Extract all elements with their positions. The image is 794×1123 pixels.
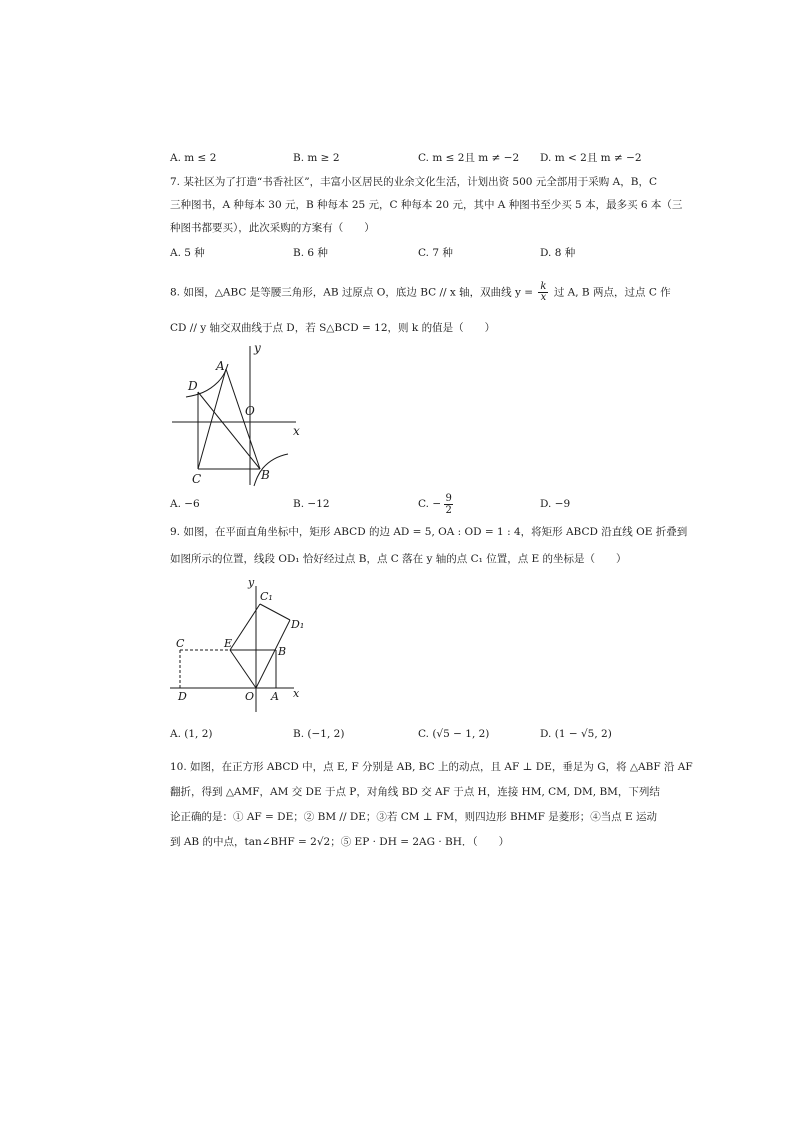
q8-segment-ac xyxy=(198,369,226,469)
q8-text-line-1 xyxy=(170,282,671,303)
q8-option-c-num: 9 xyxy=(445,492,452,504)
q7-text-line-1: 7. 某社区为了打造“书香社区”，丰富小区居民的业余文化生活，计划出资 500 元全部用于采购 A，B，C xyxy=(170,176,657,188)
q8-label-y: y xyxy=(254,341,261,355)
q8-option-c-label: C. − xyxy=(418,498,442,510)
q10-text-line-1: 10. 如图，在正方形 ABCD 中，点 E, F 分别是 AB, BC 上的动点，且 AF ⊥ DE，垂足为 G，将 △ABF 沿 AF xyxy=(170,761,693,773)
q9-option-d[interactable]: D. (1 − √5, 2) xyxy=(540,728,612,740)
q9-option-b[interactable]: B. (−1, 2) xyxy=(293,728,345,740)
q8-option-c[interactable] xyxy=(418,491,453,517)
q8-segment-ab xyxy=(226,369,260,469)
q9-label-b: B xyxy=(278,645,287,658)
q9-text-line-1: 9. 如图，在平面直角坐标中，矩形 ABCD 的边 AD = 5, OA : OD = 1 : 4，将矩形 ABCD 沿直线 OE 折叠到 xyxy=(170,526,688,538)
q8-label-c: C xyxy=(192,472,202,486)
q8-text-part-b: 过 A, B 两点，过点 C 作 xyxy=(553,286,671,299)
q8-label-x: x xyxy=(293,424,300,438)
q8-figure xyxy=(168,340,308,490)
q9-label-x: x xyxy=(293,687,300,700)
q7-option-b[interactable]: B. 6 种 xyxy=(293,247,328,259)
q7-text-line-3: 种图书都要买），此次采购的方案有（ ） xyxy=(170,222,375,234)
q8-label-o: O xyxy=(245,404,255,418)
q9-label-e: E xyxy=(224,637,233,650)
q9-figure xyxy=(168,576,308,716)
q9-label-d: D xyxy=(178,690,187,703)
q8-option-d[interactable]: D. −9 xyxy=(540,498,571,510)
q9-label-o: O xyxy=(245,690,255,703)
q8-hyperbola-right xyxy=(254,454,288,486)
q7-option-d[interactable]: D. 8 种 xyxy=(540,247,576,259)
q6-option-c[interactable]: C. m ≤ 2且 m ≠ −2 xyxy=(418,152,520,164)
q10-text-line-2: 翻折，得到 △AMF，AM 交 DE 于点 P，对角线 BD 交 AF 于点 H，连接 HM, CM, DM, BM，下列结 xyxy=(170,786,660,798)
q7-text-line-2: 三种图书，A 种每本 30 元，B 种每本 25 元，C 种每本 20 元，其中 A 种图书至少买 5 本，最多买 6 本（三 xyxy=(170,199,683,211)
q8-label-d: D xyxy=(188,379,198,393)
q8-option-c-fraction xyxy=(444,493,452,516)
q9-option-c[interactable]: C. (√5 − 1, 2) xyxy=(418,728,490,740)
q9-segment-oe xyxy=(230,650,256,688)
q7-option-a[interactable]: A. 5 种 xyxy=(170,247,205,259)
q10-text-line-4: 到 AB 的中点，tan∠BHF = 2√2；⑤ EP · DH = 2AG · BH．（ ） xyxy=(170,836,510,848)
q6-option-d[interactable]: D. m < 2且 m ≠ −2 xyxy=(540,152,642,164)
q8-text-line-2: CD // y 轴交双曲线于点 D，若 S△BCD = 12，则 k 的值是（ ） xyxy=(170,322,496,334)
q9-label-d1: D₁ xyxy=(291,618,305,631)
q6-option-a[interactable]: A. m ≤ 2 xyxy=(170,152,217,164)
q8-fraction-num: k xyxy=(540,281,547,292)
q10-text-line-3: 论正确的是：① AF = DE；② BM // DE；③若 CM ⊥ FM，则四边形 BHMF 是菱形；④当点 E 运动 xyxy=(170,811,658,823)
q6-option-b[interactable]: B. m ≥ 2 xyxy=(293,152,340,164)
q7-option-c[interactable]: C. 7 种 xyxy=(418,247,453,259)
q9-label-a: A xyxy=(271,690,279,703)
q8-option-c-den: 2 xyxy=(445,504,452,516)
q9-label-c1: C₁ xyxy=(260,590,273,603)
q9-label-c: C xyxy=(176,637,185,650)
q8-option-b[interactable]: B. −12 xyxy=(293,498,330,510)
q8-label-a: A xyxy=(216,359,225,373)
q9-text-line-2: 如图所示的位置，线段 OD₁ 恰好经过点 B，点 C 落在 y 轴的点 C₁ 位置，点 E 的坐标是（ ） xyxy=(170,553,627,565)
q8-fraction xyxy=(538,282,548,303)
q8-text-part-a: 8. 如图，△ABC 是等腰三角形，AB 过原点 O，底边 BC // x 轴，双曲线 y = xyxy=(170,286,534,299)
q9-label-y: y xyxy=(248,576,255,589)
q8-fraction-den: x xyxy=(540,292,547,303)
q9-option-a[interactable]: A. (1, 2) xyxy=(170,728,213,740)
q8-option-a[interactable]: A. −6 xyxy=(170,498,200,510)
q8-label-b: B xyxy=(261,468,270,482)
q9-segment-c1d1 xyxy=(260,604,290,620)
